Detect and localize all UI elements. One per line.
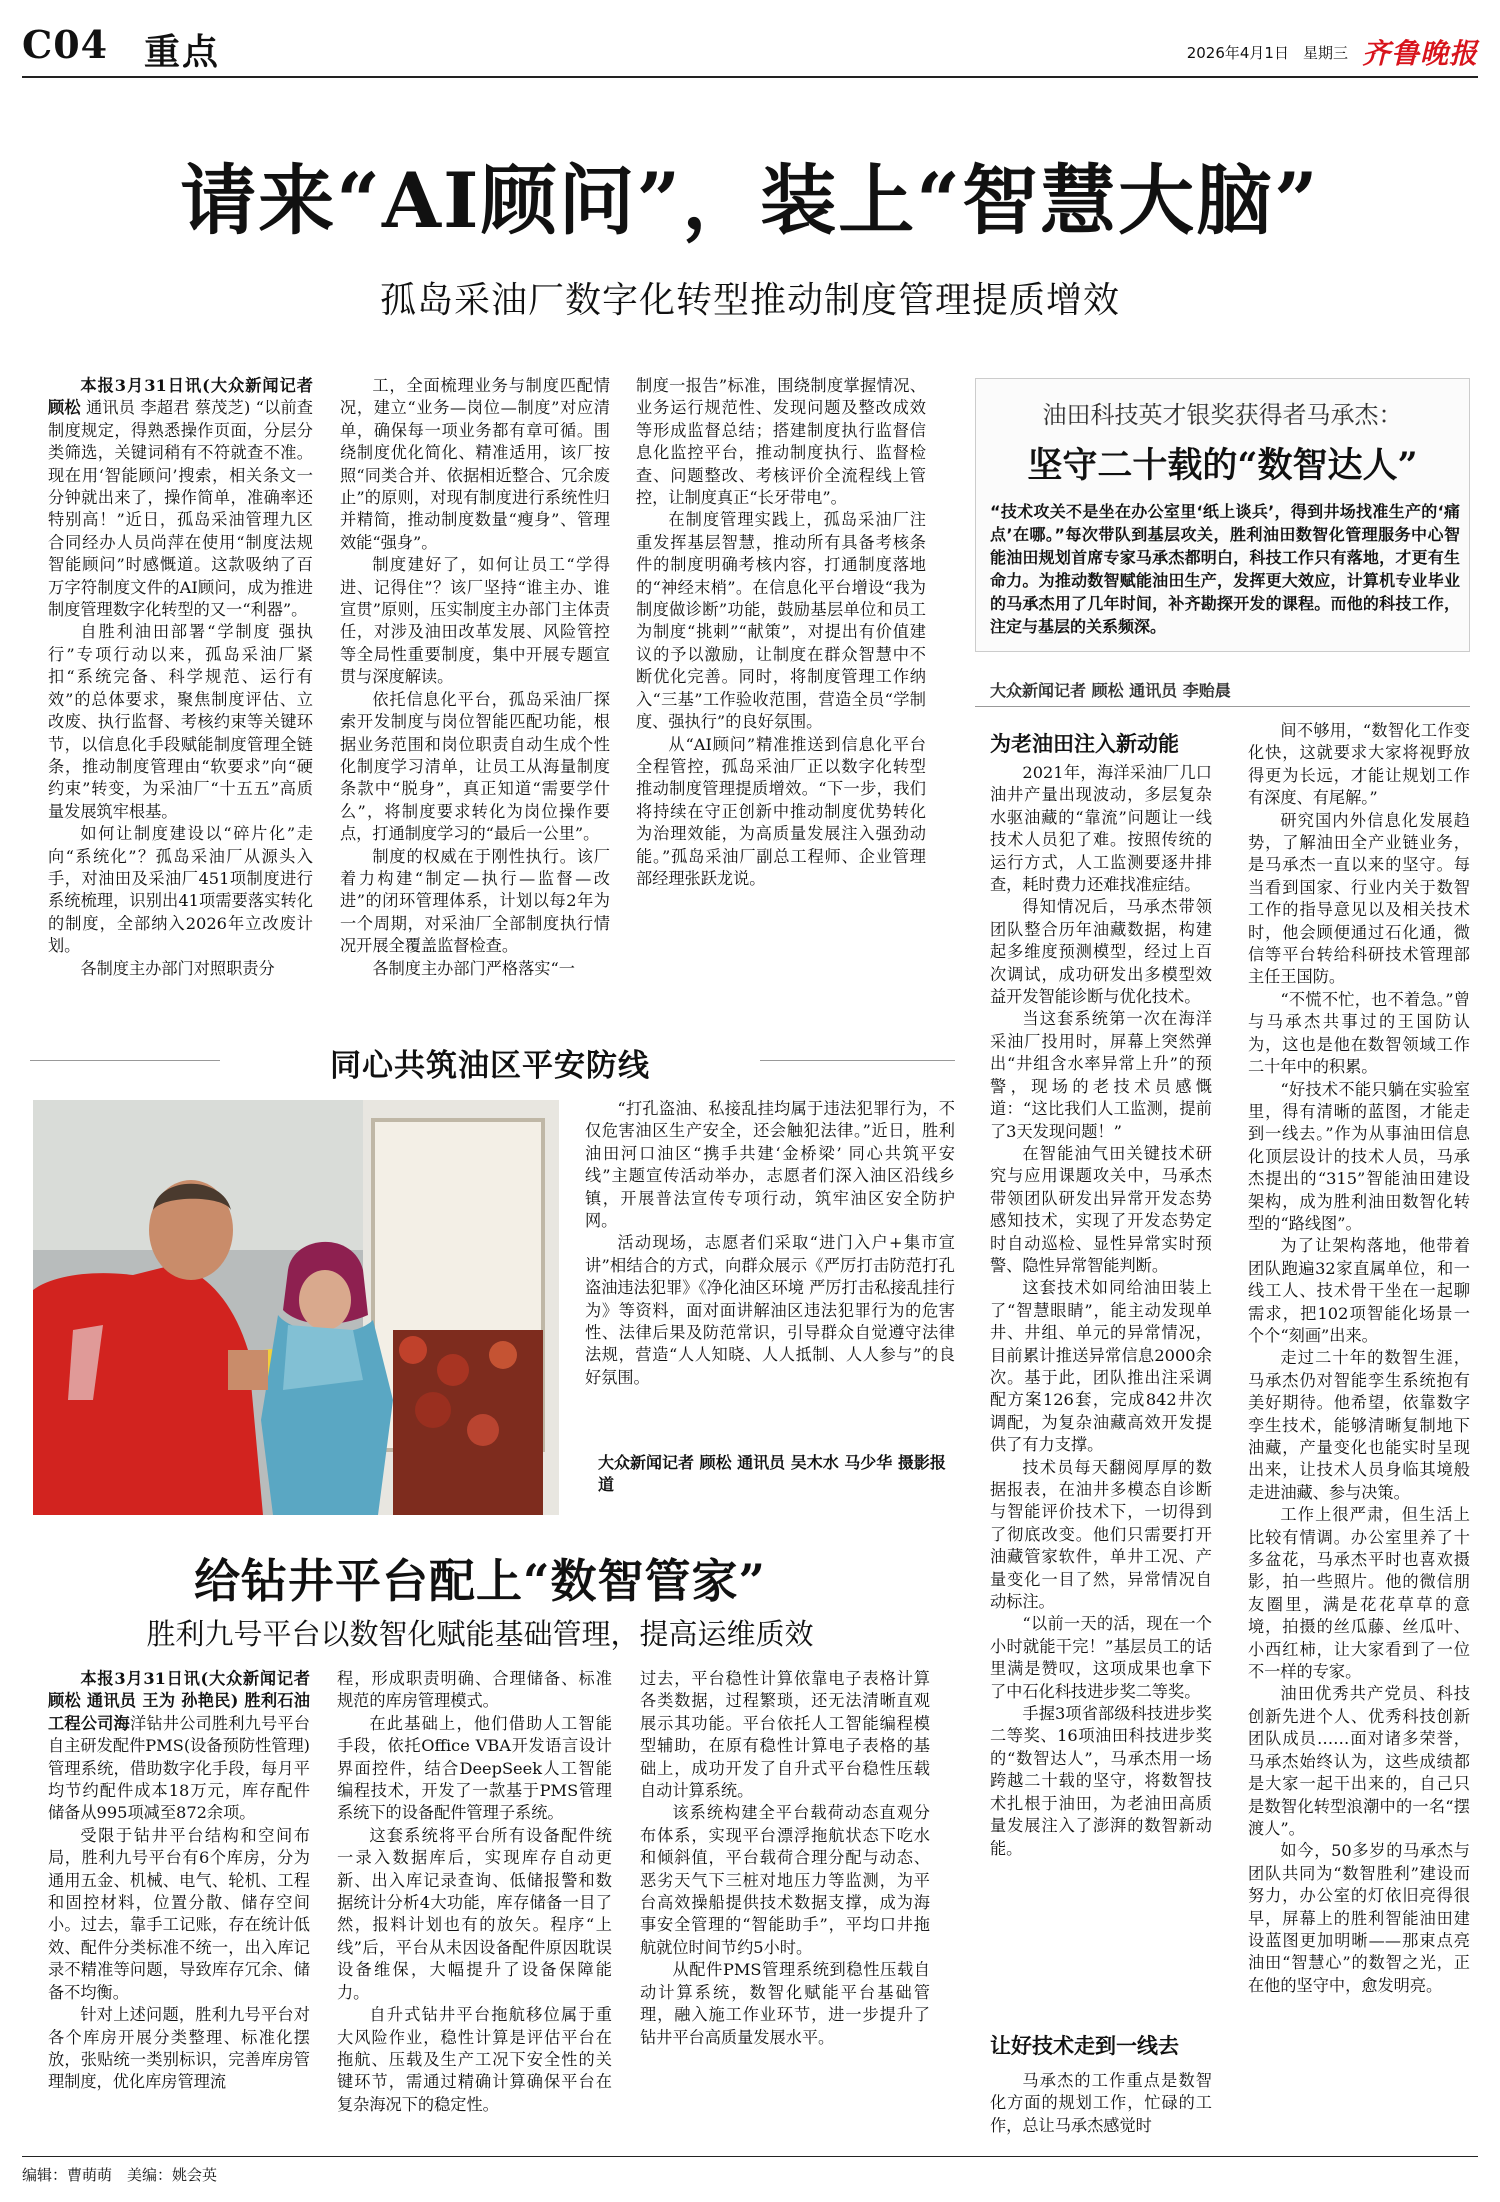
article1-subhead: 孤岛采油厂数字化转型推动制度管理提质增效 — [379, 280, 1120, 321]
article4-column-3 — [640, 1668, 930, 2128]
issue-weekday: 星期三 — [1302, 43, 1348, 62]
paragraph: 依托信息化平台，孤岛采油厂探索开发制度与岗位智能匹配功能，根据业务范围和岗位职责自动生成个性化制度学习清单，让员工从海量制度条款中“脱身”，真正知道“需要学什么”，将制度要求转化为岗位操作要点，打通制度学习的“最后一公里”。 — [340, 689, 610, 844]
issue-date: 2026年4月1日 — [1186, 43, 1289, 62]
paragraph: 为了让架构落地，他带着团队跑遍32家直属单位，和一线工人、技术骨干坐在一起聊需求，把102项智能化场景一个个“刻画”出来。 — [1248, 1236, 1470, 1345]
paragraph: 在此基础上，他们借助人工智能手段，依托Office VBA开发语言设计界面控件，结合DeepSeek人工智能编程技术，开发了一款基于PMS管理系统下的设备配件管理子系统。 — [337, 1713, 612, 1823]
paragraph: 当这套系统第一次在海洋采油厂投用时，屏幕上突然弹出“井组含水率异常上升”的预警，现场的老技术员感慨道：“这比我们人工监测，提前了3天发现问题！” — [990, 1009, 1212, 1141]
article3-title: 同心共筑油区平安防线 — [330, 1048, 650, 1084]
paragraph: 过去，平台稳性计算依靠电子表格计算各类数据，过程繁琐，还无法清晰直观展示其功能。平台依托人工智能编程模型辅助，在原有稳性计算电子表格的基础上，成功开发了自升式平台稳性压载自动计算系统。 — [640, 1669, 930, 1801]
paragraph: 研究国内外信息化发展趋势，了解油田全产业链业务，是马承杰一直以来的坚守。每当看到国家、行业内关于数智工作的指导意见以及相关技术时，他会顾便通过石化通，微信等平台转给科研技术管理部主任王国防。 — [1248, 810, 1470, 987]
paragraph: 工作上很严肃，但生活上比较有情调。办公室里养了十多盆花，马承杰平时也喜欢摄影，拍一些照片。他的微信朋友圈里，满是花花草草的意境，拍摄的丝瓜藤、丝瓜叶、小西红柿，让大家看到了一位不一样的专家。 — [1248, 1505, 1470, 1682]
article4-subhead: 胜利九号平台以数智化赋能基础管理，提高运维质效 — [146, 1617, 814, 1651]
divider-left — [30, 1060, 220, 1061]
article4-title: 给钻井平台配上“数智管家” — [194, 1554, 766, 1608]
paragraph: 自胜利油田部署“学制度 强执行”专项行动以来，孤岛采油厂紧扣“系统完备、科学规范、运行有效”的总体要求，聚焦制度评估、立改废、执行监督、考核约束等关键环节，以信息化手段赋能制度管理全链条，推动制度管理由“软要求”向“硬约束”转变，为采油厂“十五五”高质量发展筑牢根基。 — [48, 622, 313, 821]
article2-column-1-tail — [990, 2070, 1212, 2150]
section-name: 重点 — [144, 31, 221, 73]
article3-body — [585, 1098, 955, 1448]
paragraph: 手握3项省部级科技进步奖二等奖、16项油田科技进步奖的“数智达人”，马承杰用一场跨越二十载的坚守，将数智技术扎根于油田，为老油田高质量发展注入了澎湃的数智新动能。 — [990, 1704, 1212, 1858]
article2-column-2 — [1248, 720, 1470, 2150]
page-header — [22, 22, 1478, 82]
paragraph: 工，全面梳理业务与制度匹配情况，建立“业务—岗位—制度”对应清单，确保每一项业务都有章可循。围绕制度优化简化、精准适用，该厂按照“同类合并、依据相近整合、冗余废止”的原则，对现有制度进行系统性归并精简，推动制度数量“瘦身”、管理效能“强身”。 — [340, 376, 610, 552]
volunteer-photo — [33, 1100, 559, 1515]
paragraph: “打孔盗油、私接乱挂均属于违法犯罪行为，不仅危害油区生产安全，还会触犯法律。”近日，胜利油田河口油区“携手共建‘金桥梁’ 同心共筑平安线”主题宣传活动举办，志愿者们深入油区沿线乡镇，开展普法宣传专项行动，筑牢油区安全防护网。 — [585, 1099, 955, 1231]
paragraph: 各制度主办部门对照职责分 — [80, 958, 275, 978]
paragraph: “不慌不忙，也不着急。”曾与马承杰共事过的王国防认为，这也是他在数智领域工作二十年中的积累。 — [1248, 989, 1470, 1077]
article1-column-2 — [340, 375, 610, 1005]
byline-rule — [975, 706, 1470, 707]
paragraph: 活动现场，志愿者们采取“进门入户+集市宣讲”相结合的方式，向群众展示《严厉打击防范打孔盗油违法犯罪》《净化油区环境 严厉打击私接乱挂行为》等资料，面对面讲解油区违法犯罪行为的危害性、法律后果及防范常识，引导群众自觉遵守法律法规，营造“人人知晓、人人抵制、人人参与”的良好氛围。 — [585, 1233, 955, 1387]
paragraph: 从配件PMS管理系统到稳性压载自动计算系统，数智化赋能平台基础管理，融入施工作业环节，进一步提升了钻井平台高质量发展水平。 — [640, 1960, 930, 2047]
paragraph: 在制度管理实践上，孤岛采油厂注重发挥基层智慧，推动所有具备考核条件的制度明确考核内容，打通制度落地的“神经末梢”。在信息化平台增设“我为制度做诊断”功能，鼓励基层单位和员工为制度“挑刺”“献策”，对提出有价值建议的予以激励，让制度在群众智慧中不断优化完善。同时，将制度管理工作纳入“三基”工作验收范围，营造全员“学制度、强执行”的良好氛围。 — [636, 510, 926, 732]
header-meta — [1187, 32, 1478, 72]
paragraph: 走过二十年的数智生涯，马承杰仍对智能孪生系统抱有美好期待。他希望，依靠数字孪生技术，能够清晰复制地下油藏，产量变化也能实时呈现出来，让技术人员身临其境般走进油藏、参与决策。 — [1248, 1348, 1470, 1502]
paragraph: 本报3月31日讯(大众新闻记者 顾松 通讯员 李超君 蔡茂芝) “以前查制度规定，得熟悉操作页面，分层分类筛选，关键词稍有不符就查不准。现在用‘智能顾问’搜索，相关条文一分钟就出来了，操作简单，准确率还特别高！”近日，孤岛采油管理九区合同经办人员尚萍在使用“制度法规智能顾问”时感慨道。这款吸纳了百万字符制度文件的AI顾问，成为推进制度管理数字化转型的又一“利器”。 — [48, 376, 313, 620]
paragraph: 各制度主办部门严格落实“一 — [372, 958, 575, 978]
page-footer: 编辑：曹萌萌 美编：姚会英 — [22, 2166, 218, 2184]
paragraph: 制度一报告”标准，围绕制度掌握情况、业务运行规范性、发现问题及整改成效等形成监督总结；搭建制度执行监督信息化监控平台，推动制度执行、监督检查、问题整改、考核评价全流程线上管控，让制度真正“长牙带电”。 — [636, 376, 926, 508]
article1-column-1 — [48, 375, 313, 1005]
article2-byline: 大众新闻记者 顾松 通讯员 李贻晨 — [990, 681, 1231, 700]
newspaper-logo: 齐鲁晚报 — [1361, 37, 1478, 70]
paragraph: 这套系统将平台所有设备配件统一录入数据库后，实现库存自动更新、出入库记录查询、低储报警和数据统计分析4大功能，库存储备一目了然，报料计划也有的放矢。程序“上线”后，平台从未因设备配件原因耽误设备维保，大幅提升了设备保障能力。 — [337, 1825, 612, 2002]
article4-column-1 — [48, 1668, 310, 2128]
paragraph: “以前一天的活，现在一个小时就能干完！”基层员工的话里满是赞叹，这项成果也拿下了中石化科技进步奖二等奖。 — [990, 1614, 1212, 1701]
article2-kicker: 油田科技英才银奖获得者马承杰： — [1042, 401, 1403, 429]
paragraph: 如今，50多岁的马承杰与团队共同为“数智胜利”建设而努力，办公室的灯依旧亮得很早，屏幕上的胜利智能油田建设蓝图更加明晰——那束点亮油田“智慧心”的数智之光，正在他的坚守中，愈发明亮。 — [1248, 1841, 1470, 1995]
paragraph: 在智能油气田关键技术研究与应用课题攻关中，马承杰带领团队研发出异常开发态势感知技术，实现了开发态势定时自动巡检、显性异常实时预警、隐性异常智能判断。 — [990, 1143, 1212, 1275]
paragraph: 从“AI顾问”精准推送到信息化平台全程管控，孤岛采油厂正以数字化转型推动制度管理提质增效。“下一步，我们将持续在守正创新中推动制度优势转化为治理效能，为高质量发展注入强劲动能。”孤岛采油厂副总工程师、企业管理部经理张跃龙说。 — [636, 734, 926, 888]
paragraph: 该系统构建全平台载荷动态直观分布体系，实现平台漂浮拖航状态下吃水和倾斜值，平台载荷合理分配与动态、恶劣天气下三桩对地压力等监测，为平台高效操船提供技术数据支撑，成为海事安全管理的“智能助手”，平均口井拖航就位时间节约5小时。 — [640, 1803, 930, 1957]
footer-rule — [22, 2156, 1478, 2157]
paragraph: 制度的权威在于刚性执行。该厂着力构建“制定—执行—监督—改进”的闭环管理体系，计划以每2年为一个周期，对采油厂全部制度执行情况开展全覆盖监督检查。 — [340, 846, 610, 956]
paragraph: 受限于钻井平台结构和空间布局，胜利九号平台有6个库房，分为通用五金、机械、电气、轮机、工程和固控材料，位置分散、储存空间小。过去，靠手工记账，存在统计低效、配件分类标准不统一，出入库记录不精准等问题，导致库存冗余、储备不均衡。 — [48, 1825, 310, 2002]
paragraph: “好技术不能只躺在实验室里，得有清晰的蓝图，才能走到一线去。”作为从事油田信息化顶层设计的技术人员，马承杰提出的“315”智能油田建设架构，成为胜利油田数智化转型的“路线图”。 — [1248, 1079, 1470, 1233]
paragraph: 这套技术如同给油田装上了“智慧眼睛”，能主动发现单井、井组、单元的异常情况，目前累计推送异常信息2000余次。基于此，团队推出注采调配方案126套，完成842井次调配，为复杂油藏高效开发提供了有力支撑。 — [990, 1278, 1212, 1455]
article2-title: 坚守二十载的“数智达人” — [1027, 445, 1418, 486]
page-number: C04 — [22, 22, 109, 67]
article3-photo-credit: 大众新闻记者 顾松 通讯员 吴木水 马少华 摄影报道 — [598, 1453, 946, 1494]
article1-column-3 — [636, 375, 926, 975]
paragraph: 制度建好了，如何让员工“学得进、记得住”？该厂坚持“谁主办、谁宣贯”原则，压实制度主办部门主体责任，对涉及油田改革发展、风险管控等全局性重要制度，集中开展专题宣贯与深度解读。 — [340, 555, 610, 687]
paragraph: 针对上述问题，胜利九号平台对各个库房开展分类整理、标准化摆放，张贴统一类别标识，完善库房管理制度，优化库房管理流 — [48, 2005, 310, 2092]
header-rule — [22, 76, 1478, 78]
paragraph: 油田优秀共产党员、科技创新先进个人、优秀科技创新团队成员……面对诸多荣誉，马承杰始终认为，这些成绩都是大家一起干出来的，自己只是数智化转型浪潮中的一名“摆渡人”。 — [1248, 1684, 1470, 1838]
paragraph: 本报3月31日讯(大众新闻记者 顾松 通讯员 王为 孙艳民) 胜利石油工程公司海洋钻井公司胜利九号平台自主研发配件PMS(设备预防性管理)管理系统，借助数字化手段，每月平均节约配件成本18万元，库存配件储备从995项减至872余项。 — [48, 1669, 310, 1823]
divider-right — [760, 1060, 955, 1061]
article4-column-2 — [337, 1668, 612, 2128]
paragraph: 得知情况后，马承杰带领团队整合历年油藏数据，构建起多维度预测模型，经过上百次调试，成功研发出多模型效益开发智能诊断与优化技术。 — [990, 897, 1212, 1007]
paragraph: 自升式钻井平台拖航移位属于重大风险作业，稳性计算是评估平台在拖航、压载及生产工况下安全性的关键环节，需通过精确计算确保平台在复杂海况下的稳定性。 — [337, 2005, 612, 2114]
article2-subtitle-2: 让好技术走到一线去 — [990, 2034, 1179, 2058]
paragraph: 如何让制度建设以“碎片化”走向“系统化”？孤岛采油厂从源头入手，对油田及采油厂451项制度进行系统梳理，识别出41项需要落实转化的制度，全部纳入2026年立改废计划。 — [48, 824, 313, 956]
article1-headline: 请来“AI顾问”，装上“智慧大脑” — [180, 156, 1320, 245]
article2-column-1 — [990, 762, 1212, 2017]
paragraph: 程，形成职责明确、合理储备、标准规范的库房管理模式。 — [337, 1669, 612, 1711]
paragraph: 2021年，海洋采油厂几口油井产量出现波动，多层复杂水驱油藏的“靠流”问题让一线技术人员犯了难。按照传统的运行方式，人工监测要逐井排查，耗时费力还难找准症结。 — [990, 763, 1212, 895]
article2-subtitle-1: 为老油田注入新动能 — [990, 732, 1179, 756]
paragraph: 间不够用，“数智化工作变化快，这就要求大家将视野放得更为长远，才能让规划工作有深度、有尾解。” — [1248, 721, 1470, 808]
paragraph: 技术员每天翻阅厚厚的数据报表，在油井多模态自诊断与智能评价技术下，一切得到了彻底改变。他们只需要打开油藏管家软件，单井工况、产量变化一目了然，异常情况自动标注。 — [990, 1457, 1212, 1612]
article2-lead: “技术攻关不是坐在办公室里‘纸上谈兵’，得到井场找准生产的‘痛点’在哪。”每次带队到基层攻关，胜利油田数智化管理服务中心智能油田规划首席专家马承杰都明白，科技工作只有落地，才更有生命力。为推动数智赋能油田生产，发挥更大效应，计算机专业毕业的马承杰用了几年时间，补齐勘探开发的课程。而他的科技工作，注定与基层的关系频深。 — [990, 502, 1460, 636]
paragraph: 马承杰的工作重点是数智化方面的规划工作，忙碌的工作，总让马承杰感觉时 — [990, 2071, 1212, 2135]
